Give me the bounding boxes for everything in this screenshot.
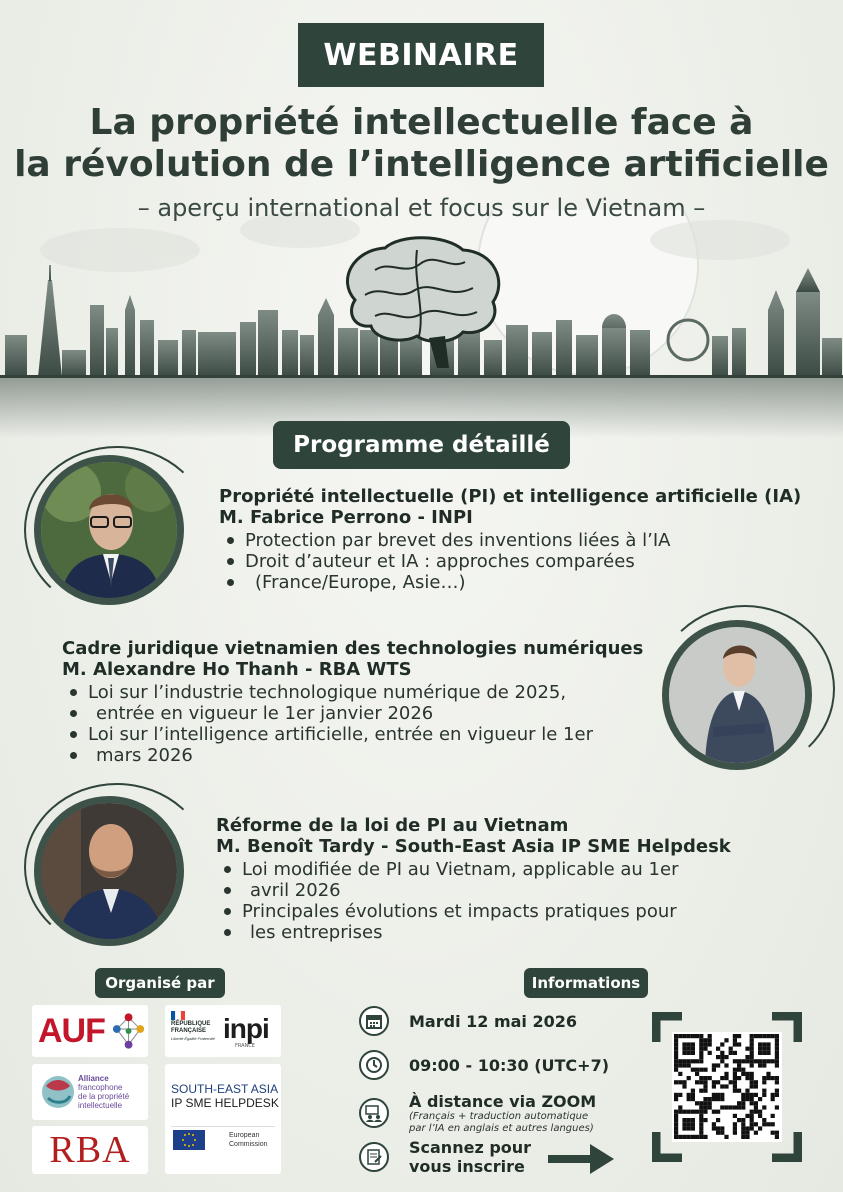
info-register: [359, 1138, 531, 1176]
poster-title: [0, 102, 843, 186]
session-title: Propriété intellectuelle (PI) et intelligence artificielle (IA): [219, 486, 802, 507]
register-line-1: Scannez pour: [409, 1138, 532, 1157]
topic-item: Loi modifiée de PI au Vietnam, applicable au 1er: [216, 859, 816, 880]
event-location: À distance via ZOOM: [409, 1092, 597, 1111]
session-speaker: M. Alexandre Ho Thanh - RBA WTS: [62, 659, 412, 680]
rf-inpi-logo: [165, 1005, 281, 1057]
rba-logo: [32, 1126, 148, 1174]
register-text: [409, 1138, 531, 1176]
alliance-francophone-logo: [32, 1064, 148, 1120]
event-date: Mardi 12 mai 2026: [409, 1011, 578, 1031]
alliance-line-3: de la propriété: [78, 1092, 130, 1101]
session-title: Réforme de la loi de PI au Vietnam: [216, 815, 569, 836]
register-form-icon: [359, 1142, 389, 1172]
arrow-right-icon: [548, 1142, 614, 1176]
ec-label: [229, 1131, 268, 1149]
video-meeting-icon: [359, 1098, 389, 1128]
session-title: Cadre juridique vietnamien des technologies numériques: [62, 638, 644, 659]
city-skyline-illustration: [0, 210, 843, 450]
info-date: [359, 1006, 577, 1036]
rba-logo-text: RBA: [49, 1129, 131, 1171]
inpi-sub: FRANCE: [235, 1043, 255, 1049]
qr-code[interactable]: [652, 1012, 802, 1162]
sea-line-2: IP SME HELPDESK: [171, 1096, 279, 1110]
session-speaker: M. Benoît Tardy - South-East Asia IP SME Helpdesk: [216, 836, 731, 857]
alliance-line-2: francophone: [78, 1083, 123, 1092]
auf-logo: [32, 1005, 148, 1057]
rf-motto: Liberté Égalité Fraternité: [171, 1036, 215, 1041]
topic-item-continuation: avril 2026: [216, 880, 816, 901]
topic-item-continuation: les entreprises: [216, 922, 816, 943]
speaker-photo-alexandre-ho-thanh: [662, 620, 812, 770]
register-line-2: vous inscrire: [409, 1157, 525, 1176]
topic-item: Principales évolutions et impacts pratiques pour: [216, 901, 816, 922]
rf-line-1: RÉPUBLIQUE: [171, 1021, 211, 1027]
info-location: [359, 1092, 596, 1135]
poster-subtitle: – aperçu international et focus sur le Vietnam –: [137, 194, 706, 222]
eu-flag-icon: [173, 1130, 205, 1150]
inpi-logo-text: inpi: [223, 1013, 269, 1044]
topic-item: Droit d’auteur et IA : approches comparées: [219, 551, 819, 572]
topic-item: Loi sur l’industrie technologique numérique de 2025,: [62, 682, 662, 703]
divider: [171, 1126, 275, 1127]
session-2: [62, 638, 662, 766]
session-3: [216, 815, 816, 943]
topic-item: Protection par brevet des inventions liées à l’IA: [219, 530, 819, 551]
alliance-line-4: intellectuelle: [78, 1101, 123, 1110]
informations-badge: Informations: [524, 968, 648, 998]
webinaire-badge: WEBINAIRE: [298, 23, 544, 87]
alliance-line-1: Alliance: [78, 1074, 109, 1083]
event-time: 09:00 - 10:30 (UTC+7): [409, 1055, 610, 1075]
speaker-photo-fabrice-perrono: [34, 455, 184, 605]
location-note-1: (Français + traduction automatique: [409, 1111, 589, 1122]
info-time: [359, 1050, 609, 1080]
programme-badge: Programme détaillé: [273, 421, 570, 469]
ec-line-1: European: [229, 1132, 260, 1139]
auf-network-icon: [109, 1011, 148, 1051]
topic-item-continuation: mars 2026: [62, 745, 662, 766]
sea-ip-sme-helpdesk-logo: [165, 1064, 281, 1174]
clock-icon: [359, 1050, 389, 1080]
topic-item: Loi sur l’intelligence artificielle, entrée en vigueur le 1er: [62, 724, 662, 745]
rf-line-2: FRANÇAISE: [171, 1028, 207, 1034]
title-line-1: La propriété intellectuelle face à: [89, 102, 754, 143]
topic-item-continuation: (France/Europe, Asie…): [219, 572, 819, 593]
topic-item-continuation: entrée en vigueur le 1er janvier 2026: [62, 703, 662, 724]
title-line-2: la révolution de l’intelligence artificielle: [14, 144, 829, 185]
organise-par-badge: Organisé par: [95, 968, 225, 998]
location-text: [409, 1092, 596, 1135]
sea-label: [171, 1082, 279, 1110]
speaker-photo-benoit-tardy: [34, 796, 184, 946]
calendar-icon: [359, 1006, 389, 1036]
session-topics: [216, 859, 816, 943]
session-topics: [219, 530, 819, 593]
alliance-globe-icon: [38, 1070, 78, 1114]
ec-line-2: Commission: [229, 1141, 268, 1148]
rf-label: [171, 1021, 215, 1042]
french-flag-icon: [171, 1011, 185, 1020]
session-speaker: M. Fabrice Perrono - INPI: [219, 507, 473, 528]
session-1: [219, 486, 819, 593]
session-topics: [62, 682, 662, 766]
location-note-2: par l’IA en anglais et autres langues): [409, 1123, 594, 1134]
alliance-label: [78, 1074, 129, 1110]
sea-line-1: SOUTH-EAST ASIA: [171, 1082, 279, 1096]
auf-logo-text: AUF: [38, 1011, 105, 1050]
